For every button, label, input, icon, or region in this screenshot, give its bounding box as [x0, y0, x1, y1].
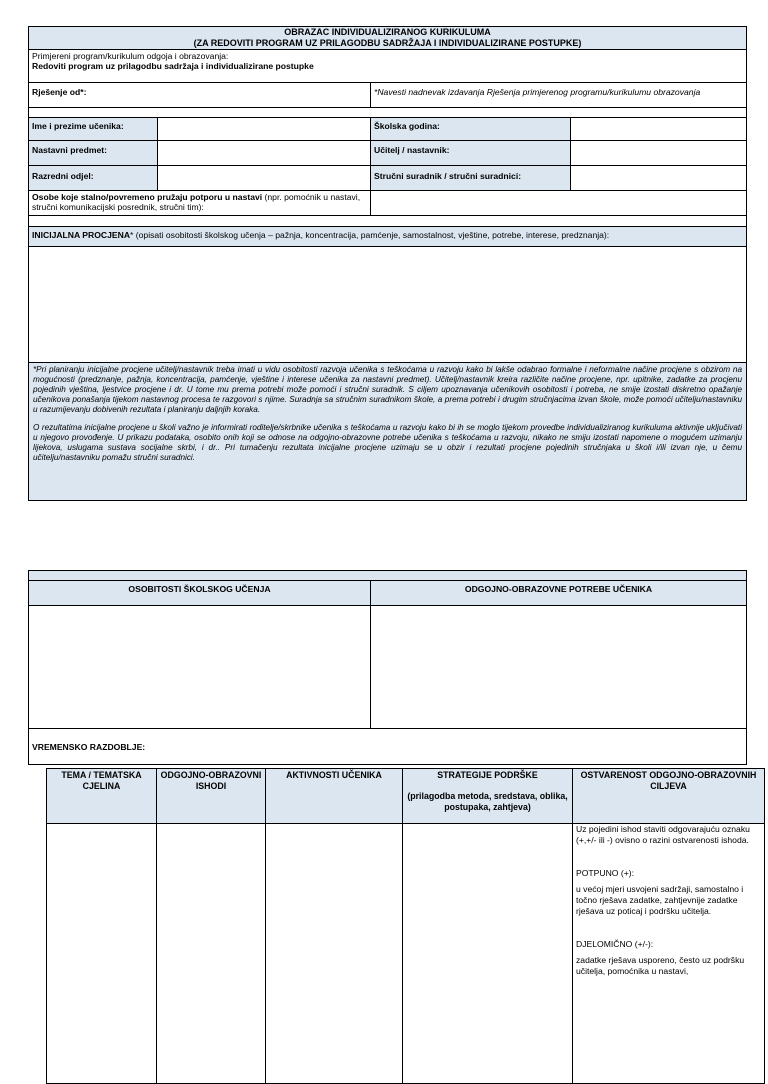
- program-label: Primjereni program/kurikulum odgoja i obrazovanja:: [32, 51, 229, 61]
- educational-needs-header: ODGOJNO-OBRAZOVNE POTREBE UČENIKA: [371, 581, 747, 606]
- header-outcomes: ODGOJNO-OBRAZOVNI ISHODI: [157, 769, 266, 824]
- learning-needs-table: [28, 570, 747, 765]
- program-cell: [29, 50, 747, 83]
- student-name-label: Ime i prezime učenika:: [29, 118, 158, 141]
- experts-label: Stručni suradnik / stručni suradnici:: [371, 166, 571, 191]
- teacher-field[interactable]: [571, 141, 747, 166]
- initial-label-rest: * (opisati osobitosti školskog učenja – pažnja, koncentracija, pamćenje, samostalnost, vještine, potrebe, interese, predznanja):: [130, 230, 610, 240]
- school-year-label: Školska godina:: [371, 118, 571, 141]
- assessment-note: [29, 363, 747, 501]
- experts-field[interactable]: [571, 166, 747, 191]
- period-label: VREMENSKO RAZDOBLJE:: [29, 729, 747, 765]
- strategies-title: STRATEGIJE PODRŠKE: [437, 770, 538, 780]
- subject-label: Nastavni predmet:: [29, 141, 158, 166]
- header-strategies: [403, 769, 573, 824]
- form-title: [29, 27, 747, 50]
- outcomes-field[interactable]: [157, 824, 266, 1084]
- subject-field[interactable]: [158, 141, 371, 166]
- achievement-field: [573, 824, 765, 1084]
- spacer-row: [29, 571, 747, 581]
- program-value: Redoviti program uz prilagodbu sadržaja i individualizirane postupke: [32, 61, 314, 71]
- header-achievement: OSTVARENOST ODGOJNO-OBRAZOVNIH CILJEVA: [573, 769, 765, 824]
- partial-achievement-desc: zadatke rješava usporeno, često uz podršku učitelja, pomoćnika u nastavi,: [576, 955, 745, 976]
- header-activities: AKTIVNOSTI UČENIKA: [266, 769, 403, 824]
- rjesenje-note: *Navesti nadnevak izdavanja Rješenja primjerenog programu/kurikulumu obrazovanja: [371, 83, 747, 108]
- support-field[interactable]: [371, 191, 747, 216]
- header-topic: TEMA / TEMATSKA CJELINA: [47, 769, 157, 824]
- full-achievement-label: POTPUNO (+):: [576, 868, 635, 878]
- rjesenje-label: Rješenje od*:: [29, 83, 371, 108]
- class-label: Razredni odjel:: [29, 166, 158, 191]
- strategies-subtitle: (prilagodba metoda, sredstava, oblika, postupaka, zahtjeva): [407, 791, 568, 812]
- support-label: [29, 191, 371, 216]
- spacer-row: [29, 216, 747, 227]
- support-label-rest: (npr. pomoćnik u nastavi, stručni komunikacijski posrednik, stručni tim):: [32, 192, 361, 212]
- form-title-line2: (ZA REDOVITI PROGRAM UZ PRILAGODBU SADRŽAJA I INDIVIDUALIZIRANE POSTUPKE): [193, 37, 582, 48]
- form-table-main: [28, 26, 747, 501]
- class-field[interactable]: [158, 166, 371, 191]
- support-label-bold: Osobe koje stalno/povremeno pružaju potporu u nastavi: [32, 192, 263, 202]
- achievement-instruction: Uz pojedini ishod staviti odgovarajuću oznaku (+,+/- ili -) ovisno o razini ostvarenosti ishoda.: [576, 824, 750, 845]
- teacher-label: Učitelj / nastavnik:: [371, 141, 571, 166]
- initial-assessment-field[interactable]: [29, 247, 747, 363]
- educational-needs-field[interactable]: [371, 606, 747, 729]
- note-paragraph-2: O rezultatima inicijalne procjene u školi važno je informirati roditelje/skrbnike učenika s teškoćama u razvoju kako bi ih se moglo tijekom provedbe individualiziranog kurikuluma aktivnije uključivati u njegovo provođenje. U prikazu podataka, osobito onih koji se odnose na odgojno-obrazovne potrebe učenika s teškoćama u razvoju, nikako ne smiju izostati napomene o mogućem uzimanju lijekova, uslugama sustava socijalne skrbi, i dr.. Pri tumačenju rezultata inicijalne procjene uzimaju se u obzir i rezultati procjene pojedinih stručnjaka u školi i/ili izvan nje, u čemu učitelju/nastavniku pomažu stručni suradnici.: [33, 423, 743, 462]
- learning-traits-field[interactable]: [29, 606, 371, 729]
- form-title-line1: OBRAZAC INDIVIDUALIZIRANOG KURIKULUMA: [284, 27, 491, 37]
- school-year-field[interactable]: [571, 118, 747, 141]
- partial-achievement-label: DJELOMIČNO (+/-):: [576, 939, 654, 949]
- activities-field[interactable]: [266, 824, 403, 1084]
- initial-label-bold: INICIJALNA PROCJENA: [32, 230, 131, 240]
- full-achievement-desc: u većoj mjeri usvojeni sadržaji, samostalno i točno rješava zadatke, zahtjevnije zadatke rješava uz poticaj i podršku učitelja.: [576, 884, 744, 916]
- plan-table: [46, 768, 765, 1084]
- topic-field[interactable]: [47, 824, 157, 1084]
- initial-assessment-header: [29, 227, 747, 247]
- note-paragraph-1: *Pri planiranju inicijalne procjene učitelj/nastavnik treba imati u vidu osobitosti razvoja učenika s teškoćama u razvoju kako bi lakše odabrao formalne i neformalne načine procjene s obzirom na mogućnosti (predznanje, pažnja, koncentracija, pamćenje, vještine i interese učenika za nastavni predmet). Učitelj/nastavnik kreira različite načine procjene, npr. upitnike, zadatke za procjenu pojedinih vještina, ljestvice procjene i dr. U tome mu prema potrebi može pomoći i stručni suradnik. S ciljem upoznavanja učenikovih osobitosti i potreba, ne smije izostati diskretno opažanje učenikova ponašanja tijekom nastavnog procesa te razgovori s njime. Suradnja sa stručnim suradnikom škole, a prema potrebi i drugim stručnjacima izvan škole, može pomoći učitelju/nastavniku u razumijevanju dobivenih rezultata i planiranju daljnjih koraka.: [33, 365, 743, 414]
- student-name-field[interactable]: [158, 118, 371, 141]
- strategies-field[interactable]: [403, 824, 573, 1084]
- spacer-row: [29, 108, 747, 118]
- learning-traits-header: OSOBITOSTI ŠKOLSKOG UČENJA: [29, 581, 371, 606]
